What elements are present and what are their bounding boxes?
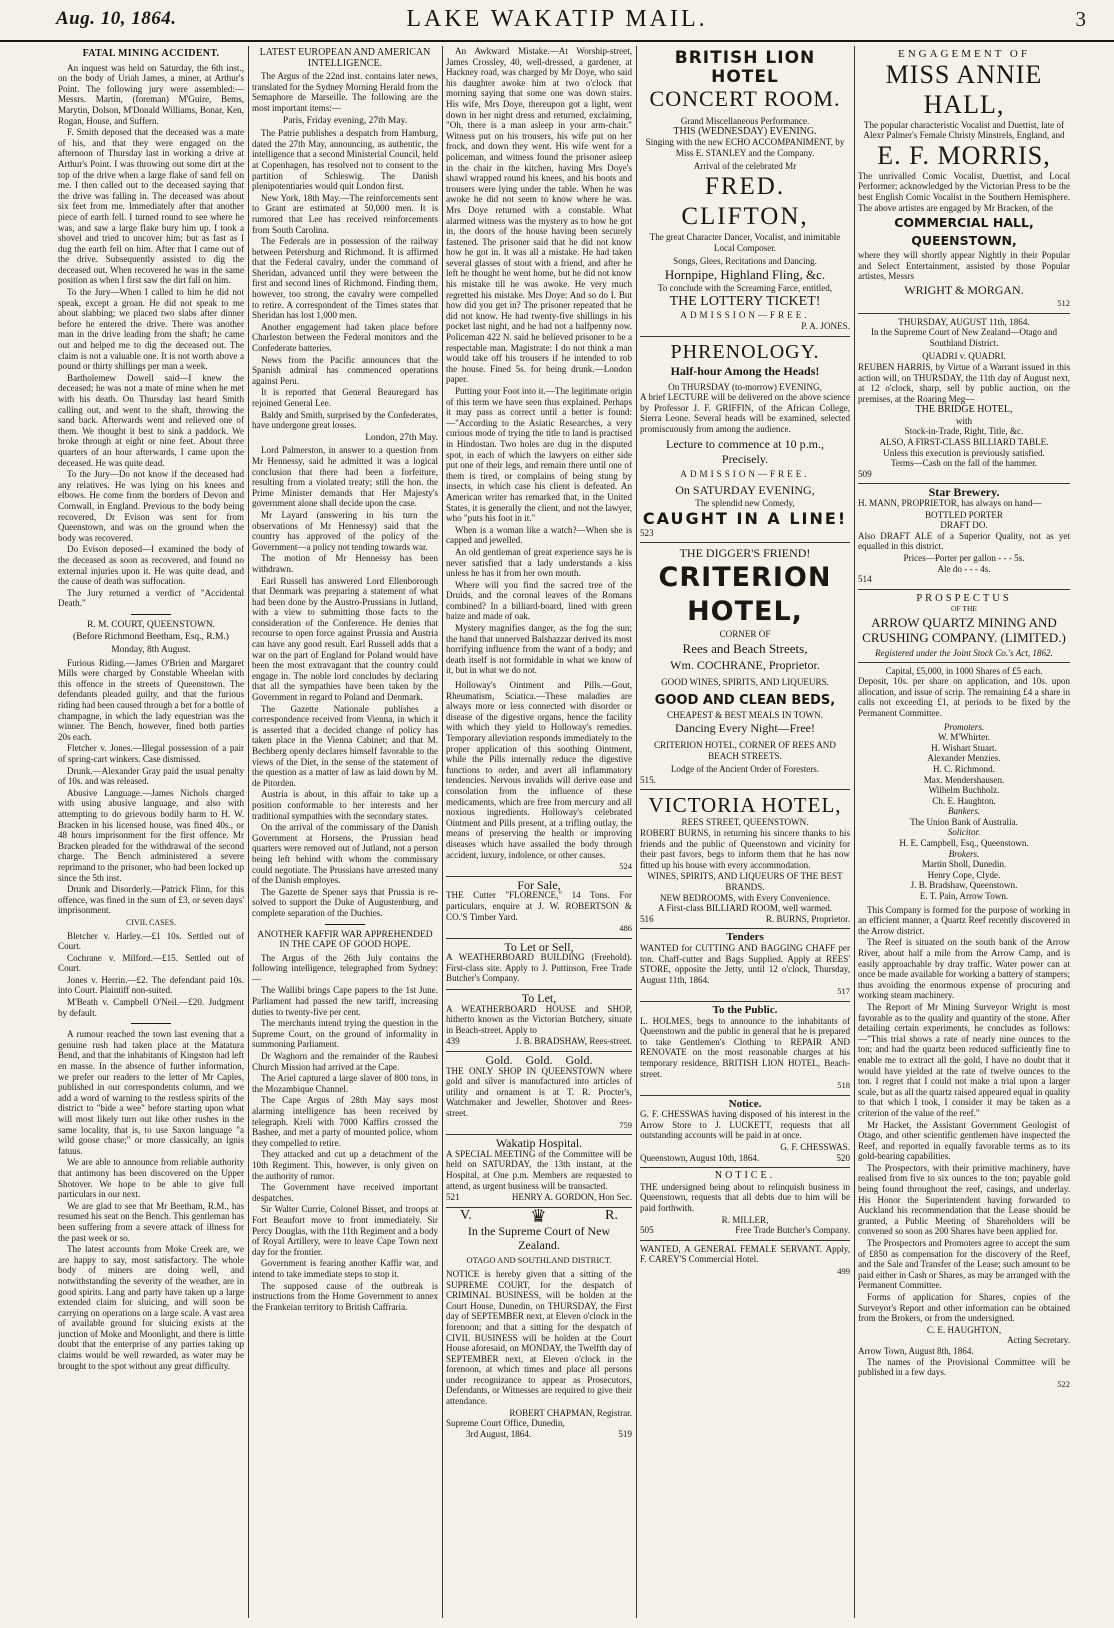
ad-number: 759 xyxy=(619,1119,632,1130)
promoter: Ch. E. Haughton. xyxy=(932,795,996,806)
ad-title: Gold. Gold. Gold. xyxy=(485,1053,593,1068)
gold-ad xyxy=(446,1052,632,1135)
ad-number: 524 xyxy=(619,861,632,872)
auction-ad xyxy=(858,314,1070,485)
ad-office: Supreme Court Office, Dunedin, xyxy=(446,1418,565,1429)
ad-number: 512 xyxy=(1057,297,1070,308)
paragraph: The Prospectors, with their primitive machinery, have realised from five to six ounces to the ton; payable gold being found throughout the reef, casings, and underlay. His Honor the Superintendent having forwarded to Auckland his recommendation that the Lease should be granted, a Public Meeting of Shareholders will be convened so soon as 200 Shares have been applied for. xyxy=(858,1162,1070,1237)
play-title: CAUGHT IN A LINE! xyxy=(642,508,848,528)
paragraph: Government is fearing another Kaffir war, and intend to take immediate steps to stop it. xyxy=(252,1258,438,1279)
civil-cases-title: CIVIL CASES. xyxy=(126,917,176,927)
ad-title: Tenders xyxy=(726,931,764,944)
ad-title: PROSPECTUS xyxy=(916,592,1012,604)
section-label: Brokers. xyxy=(948,848,980,859)
court-subtitle: (Before Richmond Beetham, Esq., R.M.) xyxy=(73,632,229,643)
vr-right: R. xyxy=(605,1207,618,1223)
court-date: Monday, 8th August. xyxy=(111,645,191,656)
ad-line: H. E. Campbell, Esq., Queenstown. xyxy=(899,838,1029,849)
paragraph: This Company is formed for the purpose of working in an efficient manner, a Quartz Reef recently discovered in the Arrow district. xyxy=(858,904,1070,936)
royal-arms xyxy=(446,1205,632,1226)
ad-number: 523 xyxy=(640,527,654,538)
ad-signature: R. BURNS, Proprietor. xyxy=(765,913,850,924)
ad-line: CRITERION HOTEL, CORNER OF REES AND BEACH STREETS. xyxy=(654,740,836,761)
paragraph: Dr Waghorn and the remainder of the Raubesi Church Mission had arrived at the Cape. xyxy=(252,1051,438,1072)
promoter: H. C. Richmond. xyxy=(933,763,995,774)
ad-text: A brief LECTURE will be delivered on the above science by Professor J. F. GRIFFIN, of the African College, Sierra Leone. Several heads will be examined, selected promiscuously from among the audience. xyxy=(640,392,850,434)
paragraph: Jones v. Herrin.—£2. The defendant paid 10s. into Court. Plaintiff non-suited. xyxy=(58,974,244,996)
ad-text: A WEATHERBOARD HOUSE and SHOP, hitherto known as the Victorian Butchery, situate in Beach-street. Apply to xyxy=(446,1003,632,1035)
paragraph: The Federals are in possession of the railway between Petersburg and Richmond. It is affirmed that the Federal cavalry, under the command of Sheridan, advanced until they were between the first and second lines of Richmond. Finding them, however, too strong, the cavalry were compelled to retire. A correspondent of the Times states that Sheridan has lost 1,000 men. xyxy=(252,236,438,321)
page-number: 3 xyxy=(1075,7,1086,31)
ad-line: Grand Miscellaneous Performance. xyxy=(680,116,810,126)
paragraph: An old gentleman of great experience says he is never satisfied that a lady understands a kiss unless he has it from her own mouth. xyxy=(446,546,632,579)
paragraph: Putting your Foot into it.—The legitimate origin of this term we have seen thus explained. Perhaps it may pass as correct until a better is found:—"According to the Asiatic Researches, a very curious mode of trying the title to land is practised in Hindostan. Two holes are dug in the disputed spot, in each of which the lawyers on either side put one of their legs, and remain there until one of them is tired, or complains of being stung by insects, in which case his client is defeated. An American writer has remarked that, in the United States, it is generally the client, and not the lawyer, who "puts his foot in it." xyxy=(446,386,632,524)
ad-title: VICTORIA HOTEL, xyxy=(648,793,842,818)
ad-signature: P. A. JONES. xyxy=(801,320,850,331)
paragraph: An inquest was held on Saturday, the 6th inst., on the body of Uriah James, a miner, at Arthur's Point. The following jury were assembled:—Messrs. Martin, (foreman) M'Guire, Bems, Marytin, Dolson, M'Donald Williams, Bonar, Ken, Rogan, House, and Suffern. xyxy=(58,62,244,126)
paragraph: Cochrane v. Milford.—£15. Settled out of Court. xyxy=(58,952,244,974)
ad-line: GOOD WINES, SPIRITS, AND LIQUEURS. xyxy=(661,676,829,687)
paragraph: Drunk and Disorderly.—Patrick Flinn, for this offence, was fined in the sum of £3, or seven days' imprisonment. xyxy=(58,884,244,916)
column-rule xyxy=(636,46,637,1618)
ad-number: 509 xyxy=(858,468,872,479)
paragraph: The Government have received important despatches. xyxy=(252,1182,438,1203)
paragraph: Bletcher v. Harley.—£1 10s. Settled out of Court. xyxy=(58,930,244,952)
paragraph: The Patrie publishes a despatch from Hamburg, dated the 27th May, announcing, as authentic, the intelligence that a second Ministerial Council, held at Copenhagen, has resolved not to consent to the partition of Schleswig. The Danish plenipotentiaries would quit London first. xyxy=(252,128,438,192)
venue-name: COMMERCIAL HALL, QUEENSTOWN, xyxy=(894,215,1034,249)
ad-subtitle: Half-hour Among the Heads! xyxy=(670,363,820,378)
ad-line: Arrival of the celebrated Mr xyxy=(693,161,797,172)
ad-title: NOTICE. xyxy=(714,1170,776,1182)
ad-line: REES STREET, QUEENSTOWN. xyxy=(681,817,809,828)
ad-line: Hornpipe, Highland Fling, &c. xyxy=(664,266,826,282)
ad-line: WINES, SPIRITS, AND LIQUEURS OF THE BEST BRANDS. xyxy=(647,871,843,892)
ad-line: Singing with the new ECHO ACCOMPANIMENT, by Miss E. STANLEY and the Company. xyxy=(645,137,845,158)
paragraph: The latest accounts from Moke Creek are, we are happy to say, most satisfactory. The whole body of miners are doing well, and notwithstanding the severity of the weather, are in good spirits. Lang and party have taken up a large extended claim for sluicing, and will soon be carrying on operations on a large scale. A vast area of available ground for sluicing exists at the junction of Moke and Moonlight, and there is little doubt that the enterprise of any parties taking up claims would be well rewarded, as water may be brought to the spot without any great difficulty. xyxy=(58,1244,244,1371)
ad-text: L. HOLMES, begs to announce to the inhabitants of Queenstown and the public in general that he is prepared to take Gentlemen's Clothing to REPAIR AND RENOVATE on the most reasonable charges at his temporary residence, BRITISH LION HOTEL, Beach-street. xyxy=(640,1015,850,1079)
ad-line: On SATURDAY EVENING, xyxy=(675,483,815,498)
ad-date: 3rd August, 1864. xyxy=(466,1428,532,1439)
paragraph: The Report of Mr Mining Surveyor Wright is most favorable as to the quality and quantity of the stone. After detailing certain experiments, he concludes as follows:—"This trial shows a rate of nearly nine ounces to the ton; and had the quartz been reduced sufficiently fine to enable me to extract all the gold, I have no doubt that it would have yielded at the rate of twelve ounces to the ton. I regret that I could not make a trial upon a larger scale, but as all the quartz raised appeared equal in quality to that which I took, I consider it may be taken as a criterion of the value of the reef." xyxy=(858,1001,1070,1118)
ad-text: Also DRAFT ALE of a Superior Quality, not as yet equalled in this district. xyxy=(858,530,1070,552)
prospectus xyxy=(858,594,1070,1390)
ad-line: On THURSDAY (to-morrow) EVENING, xyxy=(668,381,822,392)
promoter: H. Wishart Stuart. xyxy=(931,742,997,753)
ad-number: 514 xyxy=(858,574,872,585)
paragraph: Fletcher v. Jones.—Illegal possession of a pair of spring-cart winkers. Case dismissed. xyxy=(58,743,244,764)
ad-text: The unrivalled Comic Vocalist, Duettist, and Local Performer; acknowledged by the Victorian Press to be the best English Comic Vocalist in the Southern Hemisphere. The above artistes are engaged by Mr Bracken, of the xyxy=(858,170,1070,213)
ad-title: PHRENOLOGY. xyxy=(670,340,820,363)
miller-notice xyxy=(640,1168,850,1241)
ad-line: Songs, Glees, Recitations and Dancing. xyxy=(673,256,817,267)
column-rule xyxy=(442,46,443,1618)
performer-name: FRED. CLIFTON, xyxy=(681,172,809,230)
column-3 xyxy=(446,46,632,1618)
ad-line: Stock-in-Trade, Right, Title, &c. xyxy=(904,426,1024,437)
ad-line: Unless this execution is previously satisfied. xyxy=(883,447,1045,458)
paragraph: The Argus of the 22nd inst. contains later news, translated for the Sydney Morning Herald from the Semaphore de Marseille. The following are the most important items:— xyxy=(252,71,438,113)
newspaper-title: LAKE WAKATIP MAIL. xyxy=(406,6,708,32)
article-title-european: LATEST EUROPEAN AND AMERICAN INTELLIGENCE. xyxy=(259,47,431,69)
ad-signature: C. E. HAUGHTON, xyxy=(926,1324,1002,1335)
paragraph: News from the Pacific announces that the Spanish admiral has commenced operations against Peru. xyxy=(252,354,438,386)
paragraph: Mr Layard (answering in his turn the observations of Mr Hennessy) said that the country has approved of the policy of the Government—a policy not tending towards war. xyxy=(252,509,438,552)
ad-number: 520 xyxy=(836,1152,850,1163)
to-let-ad xyxy=(446,990,632,1052)
dateline: London, 27th May. xyxy=(365,432,438,443)
paragraph: Abusive Language.—James Nichols charged with using abusive language, and also with attempting to do grievous bodily harm to H. W. Bracken in his licensed house, was fined 40s., or 48 hours imprisonment for the first offence. Mr Bracken pleaded for the withdrawal of the second charge. The Bench administered a severe reprimand to the prisoner, who had been locked up since the 5th inst. xyxy=(58,787,244,883)
engagement-ad xyxy=(858,46,1070,314)
ad-text: A SPECIAL MEETING of the Committee will be held on SATURDAY, the 13th instant, at the Hospital, at One p.m. Members are requested to attend, as urgent business will be transacted. xyxy=(446,1148,632,1191)
column-5 xyxy=(858,46,1070,1618)
ad-title: To Let or Sell, xyxy=(504,939,574,954)
ad-line: Free Trade Butcher's Company. xyxy=(735,1225,850,1236)
section-label: Bankers. xyxy=(947,806,981,817)
paragraph: Where will you find the sacred tree of the Druids, and the coronal leaves of the Romans combined? In a billiard-board, lined with green baize and made of oak. xyxy=(446,579,632,622)
ad-text: H. MANN, PROPRIETOR, has always on hand— xyxy=(858,498,1042,509)
paragraph: The Prospectors and Promoters agree to accept the sum of £850 as compensation for the discovery of the Reef, and the Sale and Transfer of the Lease; such amount to be paid either in Cash or Shares, as may be arranged with the Permanent Committee. xyxy=(858,1238,1070,1291)
broker: Martin Sholl, Dunedin. xyxy=(921,859,1007,870)
ad-line: NEW BEDROOMS, with Every Convenience. xyxy=(659,892,831,903)
section-label: Solicitor. xyxy=(947,827,981,838)
paragraph: Do Evison deposed—I examined the body of the deceased as soon as recovered, and found no external injuries upon it. He was quite dead, and the cause of death was suffocation. xyxy=(58,544,244,587)
column-2 xyxy=(252,46,438,1618)
star-brewery-ad xyxy=(858,484,1070,589)
paragraph: Another engagement had taken place before Charleston between the Federal monitors and the Confederate batteries. xyxy=(252,321,438,354)
ad-subtitle: OTAGO AND SOUTHLAND DISTRICT. xyxy=(466,1255,612,1266)
paragraph: The Jury returned a verdict of "Accidental Death." xyxy=(58,587,244,609)
paragraph: Sir Walter Currie, Colonel Bisset, and troops at Fort Beaufort move to front immediately. Sir Percy Douglas, with the 11th Regiment and a body of Royal Artillery, were to leave Cape Town next day for the frontier. xyxy=(252,1204,438,1257)
to-let-or-sell-ad xyxy=(446,939,632,990)
broker: J. B. Bradshaw, Queenstown. xyxy=(910,880,1018,891)
performer-name: MISS ANNIE HALL, xyxy=(885,59,1043,119)
paragraph: Lord Palmerston, in answer to a question from Mr Hennessy, said he admitted it was a logical conclusion that there had been a forfeiture, resulting from a violated treaty; still the hon. the Prime Minister demands that Her Majesty's government alone shall decide upon the case. xyxy=(252,445,438,509)
ad-signature: HENRY A. GORDON, Hon Sec. xyxy=(511,1192,632,1203)
ad-title: Star Brewery. xyxy=(928,485,1000,500)
company-name: ARROW QUARTZ MINING AND CRUSHING COMPANY. (LIMITED.) xyxy=(862,614,1066,645)
issue-date: Aug. 10, 1864. xyxy=(56,8,177,29)
admission: ADMISSION—FREE. xyxy=(680,310,810,321)
article-title-kaffir: ANOTHER KAFFIR WAR APPREHENDED IN THE CAPE OF GOOD HOPE. xyxy=(257,929,433,951)
admission: ADMISSION—FREE. xyxy=(680,468,810,479)
ad-line: The great Character Dancer, Vocalist, and inimitable Local Composer. xyxy=(649,231,841,253)
promoter: Wilhelm Buchholz. xyxy=(928,785,1000,796)
paragraph: F. Smith deposed that the deceased was a mate of his, and that they were engaged on the afternoon of Thursday last in working a drive at Arthur's Point. I was throwing out some dirt at the top of the drive when a large flake of sand fell on me. I then called out to the deceased saying that the drive was falling in. The deceased was about six feet from me. Immediately after that another piece of earth fell. I turned round to see where he was, and saw a large flake bury him up. I took a shovel and tried to uncover him; but as fast as I dug the earth fell on him. After that I came out of the drive. Subsequently assisted to dig the deceased out. When recovered he was in the same position as when I first saw the dirt fall on him. xyxy=(58,127,244,286)
divider xyxy=(325,924,365,925)
ad-line: THE LOTTERY TICKET! xyxy=(669,294,821,310)
ad-title: CRITERION HOTEL, xyxy=(658,562,832,628)
ad-text: THE ONLY SHOP IN QUEENSTOWN where gold and silver is manufactured into articles of utility and ornament is at T. R. Procter's, Watchmaker and Jeweller, Shotover and Rees-street. xyxy=(446,1065,632,1118)
ad-line: WRIGHT & MORGAN. xyxy=(904,282,1024,297)
supreme-court-notice xyxy=(446,1205,632,1444)
paragraph: Mr Hacket, the Assistant Government Geologist of Otago, and other scientific gentlemen have inspected the Reef, and reported in equally favorable terms as to its gold-bearing capabilities. xyxy=(858,1119,1070,1162)
paragraph: The merchants intend trying the question in the Supreme Court, on the ground of informality in summoning Parliament. xyxy=(252,1018,438,1050)
ad-line: CHEAPEST & BEST MEALS IN TOWN. xyxy=(667,710,823,721)
victoria-hotel-ad xyxy=(640,790,850,929)
ad-number: 486 xyxy=(619,923,632,934)
paragraph: Furious Riding.—James O'Brien and Margaret Mills were charged by Constable Wheelan with this offence in the streets of Queenstown. The defendants pleaded guilty, and that the furious riding had been caused through a bet for a bottle of champagne, in which the lady equestrian was the winner. The Bench, however, fined both parties 20s each. xyxy=(58,657,244,742)
paragraph: We are able to announce from reliable authority that antimony has been discovered on the Upper Shotover. We hope to be able to give full particulars in our next. xyxy=(58,1157,244,1200)
ad-text: REUBEN HARRIS, by Virtue of a Warrant issued in this action will, on THURSDAY, the 11th day of August next, at 12 o'clock, sharp, sell by public auction, on the premises, at the Roaring Meg— xyxy=(858,361,1070,404)
paragraph: The Cape Argus of 28th May says most alarming intelligence has been received by telegraph. Kreli with 7000 Kaffirs crossed the Bashee, and met a party of mounted police, whom they compelled to retire. xyxy=(252,1095,438,1148)
ad-line: To conclude with the Screaming Farce, entitled, xyxy=(657,282,833,293)
section-label: Promoters. xyxy=(943,721,985,732)
divider xyxy=(131,614,171,615)
chesswas-notice xyxy=(640,1096,850,1169)
ad-line: In the Supreme Court of New Zealand—Otago and Southland District. xyxy=(870,327,1058,348)
ad-line: Lecture to commence at 10 p.m., Precisely. xyxy=(666,436,824,466)
ad-title: To Let, xyxy=(521,991,557,1006)
ad-line: Ale do - - - 4s. xyxy=(937,563,991,574)
paragraph: It is reported that General Beauregard has rejoined General Lee. xyxy=(252,387,438,408)
holloway-ad xyxy=(446,677,632,877)
ad-text: THE Cutter "FLORENCE," 14 Tons. For particulars, enquire at J. W. ROBERTSON & CO.'S Timber Yard. xyxy=(446,890,632,922)
column-1 xyxy=(58,46,244,1618)
dateline: Paris, Friday evening, 27th May. xyxy=(282,115,408,126)
paragraph: Forms of application for Shares, copies of the Surveyor's Report and other information can be obtained from the Brokers, or from the undersigned. xyxy=(858,1292,1070,1324)
ad-line: BOTTLED PORTER xyxy=(924,509,1003,520)
column-rule xyxy=(248,46,249,1618)
ad-line: ENGAGEMENT OF xyxy=(898,48,1030,60)
ad-number: 522 xyxy=(1057,1378,1070,1389)
ad-line: THE DIGGER'S FRIEND! xyxy=(679,546,811,561)
wanted-servant-ad xyxy=(640,1241,850,1281)
paragraph: The names of the Provisional Committee will be published in a few days. xyxy=(858,1356,1070,1378)
ad-line: Registered under the Joint Stock Co.'s Act, 1862. xyxy=(875,647,1053,658)
ad-date: Arrow Town, August 8th, 1864. xyxy=(858,1345,974,1356)
paragraph: A rumour reached the town last evening that a genuine rush had taken place at the Matatura Bend, and that the inhabitants of Kingston had left en masse. In the absence of further information, we prefer our readers to the letter of Mr Caples, published in our correspondents column, and we add a word of warning to the restless spirits of the district to "bide a wee" before starting upon what will most likely turn out like other rushes in the same locality, that is, to use Saxon language "a wild goose chase;" or more classically, an ignis fatuus. xyxy=(58,1029,244,1156)
ad-line: OF THE xyxy=(951,604,977,614)
ad-line: THE BRIDGE HOTEL, xyxy=(915,404,1013,416)
ad-signature: J. B. BRADSHAW, Rees-street. xyxy=(515,1036,632,1047)
broker: E. T. Pain, Arrow Town. xyxy=(919,891,1009,902)
ad-number: 517 xyxy=(837,986,850,997)
ad-line: The Union Bank of Australia. xyxy=(910,816,1018,827)
vr-left: V. xyxy=(460,1207,472,1223)
ad-line: Dancing Every Night—Free! xyxy=(675,721,815,736)
ad-line: The splendid new Comedy, xyxy=(695,498,795,509)
column-4 xyxy=(640,46,850,1618)
paragraph: To the Jury—When I called to him he did not speak, except a groan. He did not speak to me about slabbing; we placed two slabs after dinner before he entered the drive. There was another man in the drive leading from the shaft; he came out and helped me to dig the deceased out. The claim is not a valuable one. It is not worth above a pound or thirty shillings per man a week. xyxy=(58,287,244,372)
ad-date: Queenstown, August 10th, 1864. xyxy=(640,1152,760,1163)
paragraph: The Reef is situated on the south bank of the Arrow River, about half a mile from the Arrow Camp, and is easily approachable by dray traffic. Water power can at once be made available for working a battery of stampers; thus avoiding the enormous expense of procuring and working steam machinery. xyxy=(858,937,1070,1001)
crown-icon: ♛ xyxy=(530,1205,547,1226)
ad-line: The popular characteristic Vocalist and Duettist, late of Alexr Palmer's Female Christy Minstrels, England, and xyxy=(863,119,1065,141)
ad-title: Notice. xyxy=(728,1097,762,1110)
ad-title: To the Public. xyxy=(712,1003,778,1016)
paragraph: When is a woman like a watch?—When she is capped and jewelled. xyxy=(446,524,632,546)
article-title-accident: FATAL MINING ACCIDENT. xyxy=(82,48,220,59)
paragraph: The supposed cause of the outbreak is instructions from the Home Government to annex the Frankeian territory to British Caffraria. xyxy=(252,1280,438,1312)
paragraph: The Gazette de Spener says that Prussia is re-solved to support the Duke of Augustenburg, and complete separation of the Duchies. xyxy=(252,886,438,918)
ad-text: A WEATHERBOARD BUILDING (Freehold). First-class site. Apply to J. Puttinson, Free Trade Butcher's Company. xyxy=(446,952,632,984)
paragraph: The Gazette Nationale publishes a correspondence received from Vienna, in which it is asserted that a decided change of policy has taken place in the Vienna Cabinet; and that M. Bechberg openly declares himself favorable to the views of the Diet, in the sense of the statement of the question as a matter of law as laid down by M. de Pitorden. xyxy=(252,703,438,788)
article-title-court: R. M. COURT, QUEENSTOWN. xyxy=(86,619,216,630)
ad-line: ALSO, A FIRST-CLASS BILLIARD TABLE. xyxy=(879,437,1049,448)
paragraph: The Argus of the 26th July contains the following intelligence, telegraphed from Sydney:— xyxy=(252,952,438,984)
paragraph: Bartholemew Dowell said—I knew the deceased; he was not a mate of mine when he met with his death. On Thursday last heard Smith calling out, and went to the shaft, throwing the sand back. Afterwards went and relieved one of them. We thought it best to sink a paddock. We broke through at eight or nine feet. About three quarters of an hour afterwards, I came upon the deceased. He was quite dead. xyxy=(58,372,244,468)
ad-number: 499 xyxy=(837,1266,850,1276)
ad-title: BRITISH LION HOTEL xyxy=(674,48,816,87)
ad-number: 516 xyxy=(640,913,654,924)
ad-signature: R. MILLER, xyxy=(721,1214,769,1225)
ad-line: Prices—Porter per gallon - - - 5s. xyxy=(903,553,1025,563)
ad-signature: ROBERT CHAPMAN, Registrar. xyxy=(509,1407,632,1418)
ad-line: CORNER OF xyxy=(719,629,771,640)
promoter: Max. Mendershausen. xyxy=(923,774,1005,785)
ad-line: Capital, £5,000, in 1000 Shares of £5 each. xyxy=(858,662,1070,677)
broker: Henry Cope, Clyde. xyxy=(927,869,1001,880)
ad-number: 519 xyxy=(618,1428,632,1439)
ad-title: For Sale, xyxy=(517,877,561,892)
ad-text: where they will shortly appear Nightly in their Popular and Select Entertainment, assisted by those Popular artistes, Messrs xyxy=(858,250,1070,282)
promoter: Alexander Menzies. xyxy=(927,753,1001,764)
to-the-public-ad xyxy=(640,1002,850,1096)
accident-article xyxy=(58,63,244,609)
ad-text: G. F. CHESSWAS having disposed of his interest in the Arrow Store to J. LUCKETT, requests that all outstanding accounts will be paid in at once. xyxy=(640,1109,850,1141)
ad-line: Wm. COCHRANE, Proprietor. xyxy=(670,657,820,672)
promoter: W. M'Whirter. xyxy=(937,732,991,743)
paragraph: Drunk.—Alexander Gray paid the usual penalty of 10s. and was released. xyxy=(58,765,244,787)
ad-line: GOOD AND CLEAN BEDS, xyxy=(654,693,836,709)
paragraph: We are glad to see that Mr Beetham, R.M., has resumed his seat on the Bench. This gentleman has been suffering from a severe attack of illness for the past week or so. xyxy=(58,1200,244,1243)
ad-text: NOTICE is hereby given that a sitting of the SUPREME COURT, for the despatch of CRIMINAL BUSINESS, will be holden at the Court House, Dunedin, on THURSDAY, the First day of SEPTEMBER next, at Eleven o'clock in the forenoon; and that a sitting for the despatch of CIVIL BUSINESS will be holden at the Court House aforesaid, on MONDAY, the Twelfth day of SEPTEMBER next, at Eleven o'clock in the forenoon, at which times and place all persons under recognizance to appear as Prosecutors, Defendants, or Witnesses are required to give their attendance. xyxy=(446,1268,632,1407)
ad-text: Deposit, 10s. per share on application, and 10s. upon allocation, and issue of scrip. The remaining £4 a share in calls not exceeding £1, at periods to be fixed by the Permanent Committee. xyxy=(858,676,1070,718)
ad-number: 518 xyxy=(837,1080,850,1091)
paragraph: They attacked and cut up a detachment of the 10th Regiment. This, however, is only given on the authority of rumor. xyxy=(252,1149,438,1181)
ad-line: THURSDAY, AUGUST 11th, 1864. xyxy=(898,316,1030,327)
paragraph: To the Jury—Do not know if the deceased had any relatives. He was lying on his knees and elbows. He come from the borders of Devon and Cornwall, in England. Previous to the body being recovered, Dr Evison was sent for from Queenstown, and was on the ground when the body was recovered. xyxy=(58,469,244,543)
tenders-ad xyxy=(640,929,850,1002)
paragraph: Earl Russell has answered Lord Ellenborough that Denmark was preparing a statement of what had been done by the Austro-Prussians in Jutland, with a view to submitting those facts to the consideration of the Conference. He denies that recourse to open force against Prussia and Austria can have any good result. Earl Russell adds that a war on the part of England for Poland would have been the most extravagant that the country could engage in. The noble lord concludes by declaring that all the sympathies have been taken by the Government in regard to Poland and Denmark. xyxy=(252,575,438,703)
ad-line: Lodge of the Ancient Order of Foresters. xyxy=(670,764,820,775)
paragraph: Holloway's Ointment and Pills.—Gout, Rheumatism, Sciatica.—These maladies are always more or less connected with disorder or disease of the digestive organs, hence the facility with which they yield to Holloway's remedies. Temporary alleviation responds immediately to the proper application of this soothing Ointment, while the Pills internally reduce the digestive functions to order, and avert all inflammatory tendencies. Nervous invalids will derive ease and consolation from the influence of these medicaments, which are free from mercury and all noxious ingredients. Holloway's celebrated Ointment and Pills present, at a trifling outlay, the means of preserving the health or improving diseases which have assailed the body through accident, luxury, indolence, or other causes. xyxy=(446,680,632,860)
british-lion-ad xyxy=(640,46,850,337)
ad-number: 515. xyxy=(640,774,656,785)
ad-title: QUADRI v. QUADRI. xyxy=(922,351,1006,362)
ad-number: 521 xyxy=(446,1192,460,1203)
for-sale-ad xyxy=(446,877,632,939)
ad-line: DRAFT DO. xyxy=(940,520,988,531)
column-rule xyxy=(854,46,855,1618)
paragraph: New York, 18th May.—The reinforcements sent to Grant are estimated at 50,000 men. It is rumored that Lee has received reinforcements from South Carolina. xyxy=(252,192,438,235)
hospital-ad xyxy=(446,1135,632,1208)
ad-signature: G. F. CHESSWAS. xyxy=(780,1142,850,1153)
paragraph: On the arrival of the commissary of the Danish Government at Horsens, the Prussian head quarters were removed out of Jutland, not a person being left behind with whom the commissary could negotiate. The Prussians have arrested many of the Danish employes. xyxy=(252,822,438,886)
paragraph: The motion of Mr Hennessy has been withdrawn. xyxy=(252,553,438,574)
ad-text: WANTED, A GENERAL FEMALE SERVANT. Apply, F. CAREY'S Commercial Hotel. xyxy=(640,1243,850,1265)
ad-text: THE undersigned being about to relinquish business in Queenstown, requests that all debts due to him will be paid forthwith. xyxy=(640,1181,850,1214)
paragraph: Mystery magnifies danger, as the fog the sun; the hand that unnerved Balshazzar derived its most horrifying influence from the want of a body; and death itself is not formidable in what we know of it, but in what we do not. xyxy=(446,623,632,676)
ad-title: Wakatip Hospital. xyxy=(495,1136,583,1151)
performer-name: E. F. MORRIS, xyxy=(877,140,1051,170)
ad-title: In the Supreme Court of New Zealand. xyxy=(467,1224,611,1253)
ad-line: Acting Secretary. xyxy=(1006,1335,1070,1346)
paragraph: Baldy and Smith, surprised by the Confederates, have undergone great losses. xyxy=(252,409,438,431)
ad-line: Terms—Cash on the fall of the hammer. xyxy=(890,458,1038,469)
paragraph: Austria is about, in this affair to take up a position conformable to her interests and her traditional sympathies with the secondary states. xyxy=(252,789,438,821)
ad-line: A First-class BILLIARD ROOM, well warmed. xyxy=(657,903,833,914)
ad-text: WANTED for CUTTING AND BAGGING CHAFF per ton. Chaff-cutter and Bags Supplied. Apply at REES' STORE, opposite the Jetty, until 12 o'clock, Thursday, August 11th, 1864. xyxy=(640,942,850,985)
ad-text: ROBERT BURNS, in returning his sincere thanks to his friends and the public of Queenstown and vicinity for their past favors, begs to inform them that he has now fitted up his house with every accommodation. xyxy=(640,828,850,870)
divider xyxy=(131,1023,171,1024)
ad-line: with xyxy=(955,415,973,426)
ad-number: 505 xyxy=(640,1225,654,1236)
criterion-ad xyxy=(640,543,850,790)
ad-number: 439 xyxy=(446,1036,460,1047)
ad-line: THIS (WEDNESDAY) EVENING. xyxy=(673,125,817,137)
masthead xyxy=(0,0,1114,42)
paragraph: The Wallibi brings Cape papers to the 1st June. Parliament had passed the new tariff, increasing duties to twenty-five per cent. xyxy=(252,985,438,1017)
ad-line: Rees and Beach Streets, xyxy=(682,640,808,656)
paragraph: M'Beath v. Campbell O'Neil.—£20. Judgment by default. xyxy=(58,997,244,1018)
ad-title: CONCERT ROOM. xyxy=(649,86,841,111)
phrenology-ad xyxy=(640,337,850,544)
paragraph: An Awkward Mistake.—At Worship-street, James Crossley, 40, well-dressed, a gardener, at Hackney road, was charged by Mr Doye, who said his daughter awoke him at two o'clock that morning saying that some one was down stairs. His wife, Mrs Doye, thereupon got a light, went down in her night dress and returned, exclaiming, "Oh, there is a man asleep in your arm-chair." Witness put on his trousers, his wife put on her frock, and down they went. His wife went for a policeman, and witness found the prisoner asleep in the chair in the kitchen, having Mrs Doye's shawl wrapped round his knees, and his boots and trousers were lying under the table. When he was awoke he did not seem to know where he was. Mrs Doye returned with a constable. What alarmed witness was the mystery as to how he got in, the doors of the house having been securely fastened. The prisoner said that he did not know how he got in. It was all a mistake. He had taken several glasses of stout with a friend, and after he left he thought he went home, but he did not know his mistake till he was awoke. He very much regretted his mistake. Mrs Doye: And so do I. But how did you get in? The prisoner repeated that he did not know. He had twenty-five shillings in his pocket last night, and he had not a halfpenny now. Policeman 422 N. said he believed prisoner to be a respectable man. Magistrate: I do not think a man would take off his trousers if he intended to rob the house. Fined 5s. for being drunk.—London paper. xyxy=(446,46,632,385)
paragraph: The Ariel captured a large slaver of 800 tons, in the Mozambique Channel. xyxy=(252,1073,438,1094)
